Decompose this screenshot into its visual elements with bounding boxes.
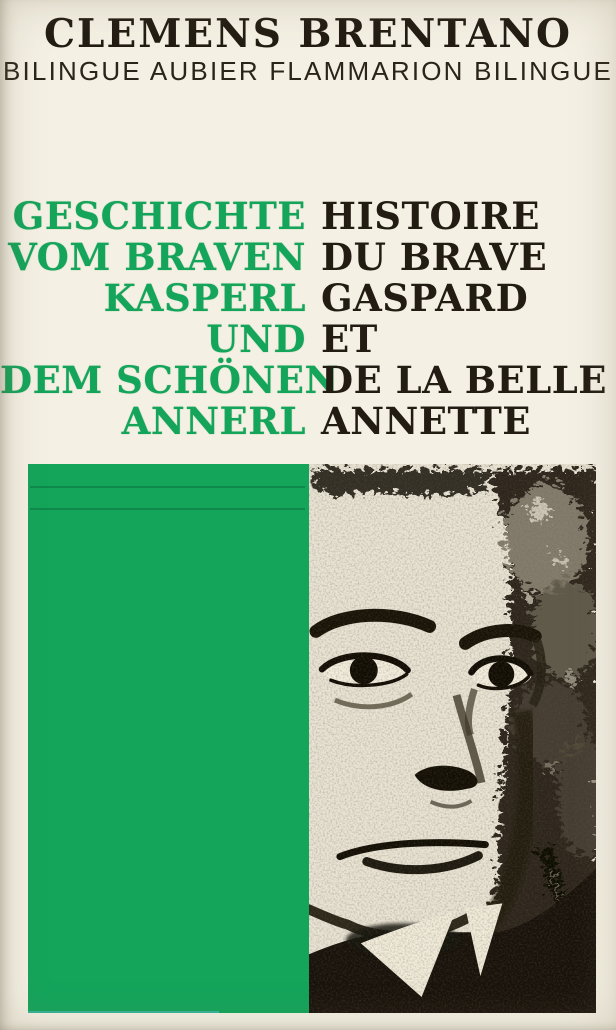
french-title-line: DU BRAVE (321, 235, 548, 279)
french-title-line: HISTOIRE (321, 194, 541, 238)
green-panel (28, 464, 309, 1013)
french-title-line: ANNETTE (321, 399, 531, 443)
french-title-line: DE LA BELLE (321, 358, 607, 402)
french-title-line: GASPARD (321, 276, 529, 320)
german-title-line: DEM SCHÖNEN (0, 358, 339, 402)
photo-grain-overlay (309, 464, 596, 1013)
german-title-line: GESCHICHTE (12, 194, 306, 238)
german-title-line: VOM BRAVEN (8, 235, 306, 279)
french-title-column (321, 196, 607, 442)
german-title-line: KASPERL (103, 276, 306, 320)
collection-banner: BILINGUE AUBIER FLAMMARION BILINGUE (2, 56, 614, 86)
scan-artifact-edge (28, 1011, 219, 1013)
german-title-column (0, 194, 339, 443)
scan-artifact-line (30, 486, 305, 488)
german-title-line: ANNERL (121, 399, 306, 443)
scan-artifact-line (30, 508, 305, 510)
french-title-line: ET (321, 317, 378, 361)
german-title-line: UND (206, 317, 306, 361)
portrait-photo (309, 464, 596, 1013)
portrait-illustration (309, 464, 596, 1013)
author-title: CLEMENS BRENTANO (44, 11, 572, 57)
